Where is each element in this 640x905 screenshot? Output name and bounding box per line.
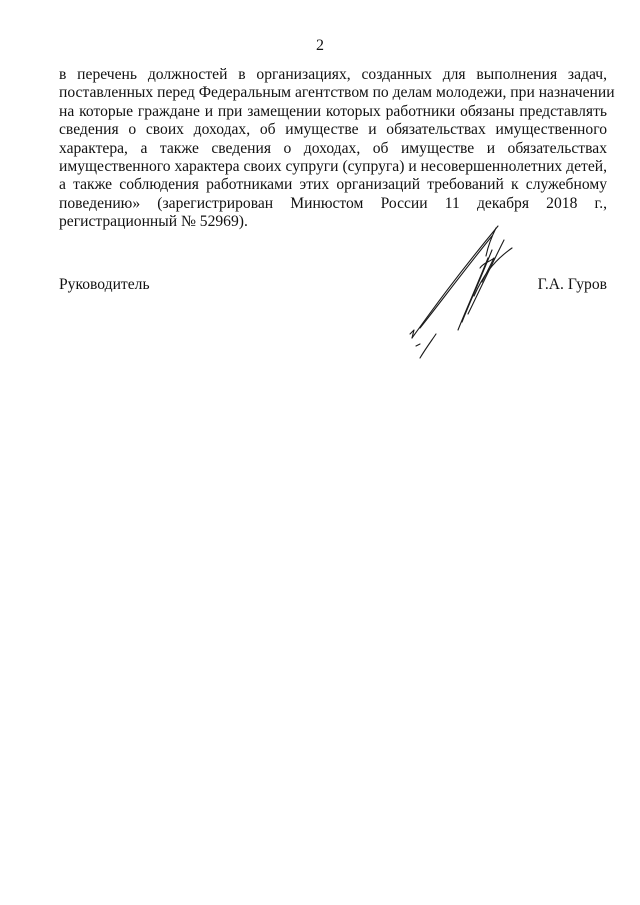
body-line: поставленных перед Федеральным агентством по делам молодежи, при назначении — [59, 84, 615, 102]
page-number: 2 — [316, 37, 324, 54]
body-line: на которые граждане и при замещении которых работники обязаны представлять — [59, 102, 607, 120]
body-line: характера, а также сведения о доходах, об имуществе и обязательствах — [59, 139, 607, 157]
body-paragraph — [59, 66, 615, 232]
body-line: имущественного характера своих супруги (супруга) и несовершеннолетних детей, — [59, 158, 607, 176]
body-line: сведения о своих доходах, об имуществе и обязательствах имущественного — [59, 121, 607, 139]
body-line: в перечень должностей в организациях, созданных для выполнения задач, — [59, 66, 607, 83]
signer-role: Руководитель — [59, 276, 150, 293]
body-line: а также соблюдения работниками этих организаций требований к служебному — [59, 176, 607, 194]
signer-name: Г.А. Гуров — [537, 276, 607, 293]
handwritten-signature — [400, 218, 530, 368]
body-line: поведению» (зарегистрирован Минюстом России 11 декабря 2018 г., — [59, 194, 607, 212]
body-line: регистрационный № 52969). — [59, 213, 248, 231]
